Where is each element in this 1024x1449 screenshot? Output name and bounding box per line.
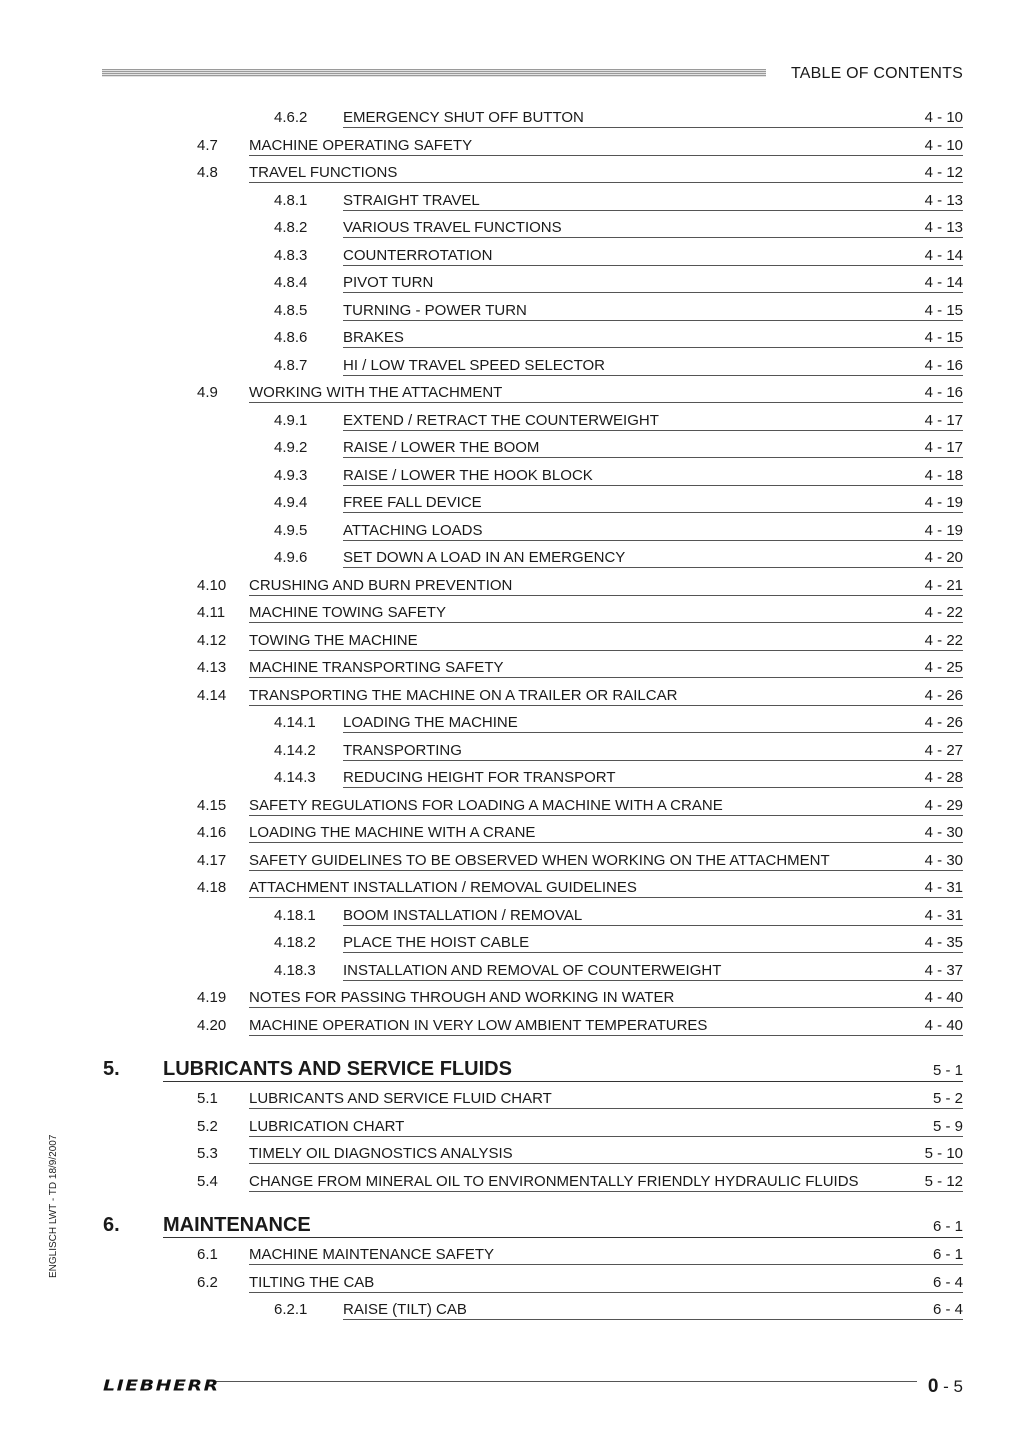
toc-row[interactable] (274, 273, 963, 293)
toc-section-title: PIVOT TURN (343, 274, 434, 291)
toc-section-title: LUBRICANTS AND SERVICE FLUID CHART (249, 1090, 552, 1107)
toc-page-ref: 4 - 12 (924, 164, 963, 181)
toc-section-title: LOADING THE MACHINE WITH A CRANE (249, 824, 536, 841)
toc-section-number: 4.18.1 (274, 906, 316, 924)
toc-section-title: RAISE / LOWER THE HOOK BLOCK (343, 466, 593, 484)
toc-row[interactable] (197, 1089, 963, 1109)
toc-section-number: 5.2 (197, 1117, 218, 1135)
toc-section-number: 4.18.2 (274, 934, 316, 951)
toc-section-number: 4.9.2 (274, 439, 308, 456)
toc-page-ref: 4 - 37 (924, 961, 963, 979)
toc-section-title: SAFETY GUIDELINES TO BE OBSERVED WHEN WORKING ON THE ATTACHMENT (249, 851, 830, 869)
toc-section-number: 6.1 (197, 1246, 218, 1263)
toc-section-number: 4.16 (197, 824, 227, 841)
toc-title-line (249, 163, 963, 183)
toc-row[interactable] (197, 851, 963, 871)
toc-section-title: MACHINE OPERATING SAFETY (249, 136, 473, 154)
toc-title-line (343, 548, 963, 568)
toc-page-ref: 4 - 26 (924, 714, 963, 731)
toc-section-title: MACHINE OPERATION IN VERY LOW AMBIENT TEMPERATURES (249, 1016, 708, 1034)
toc-section-title: BRAKES (343, 329, 404, 346)
toc-page-ref: 4 - 31 (924, 879, 963, 896)
toc-row[interactable] (197, 988, 963, 1008)
toc-title-line (249, 1016, 963, 1036)
toc-section-number: 4.8 (197, 164, 218, 181)
toc-row[interactable] (197, 1144, 963, 1164)
toc-page-ref: 4 - 16 (924, 356, 963, 374)
toc-section-title: BOOM INSTALLATION / REMOVAL (343, 906, 583, 924)
toc-title-line (343, 1300, 963, 1320)
toc-section-number: 4.18 (197, 879, 227, 896)
toc-page-ref: 4 - 28 (924, 769, 963, 786)
toc-section-number: 4.10 (197, 576, 227, 594)
toc-section-number: 4.14.2 (274, 741, 316, 759)
toc-section-title: TIMELY OIL DIAGNOSTICS ANALYSIS (249, 1145, 513, 1162)
toc-row[interactable] (197, 1016, 963, 1036)
toc-page-ref: 5 - 2 (932, 1090, 963, 1107)
toc-row[interactable] (197, 823, 963, 843)
toc-section-title: TRANSPORTING (343, 741, 462, 759)
toc-section-number: 4.8.5 (274, 301, 308, 319)
toc-page-ref: 4 - 30 (924, 851, 963, 869)
toc-row[interactable] (274, 521, 963, 541)
toc-row[interactable] (274, 1300, 963, 1320)
toc-section-title: SET DOWN A LOAD IN AN EMERGENCY (343, 549, 626, 566)
toc-page-ref: 5 - 9 (932, 1117, 963, 1135)
toc-title-line (343, 191, 963, 211)
toc-title-line (249, 383, 963, 403)
page-index: 5 (953, 1377, 963, 1396)
toc-title-line (249, 1245, 963, 1265)
toc-section-title: SAFETY REGULATIONS FOR LOADING A MACHINE WITH A CRANE (249, 796, 723, 814)
toc-title-line (249, 603, 963, 623)
toc-section-title: TOWING THE MACHINE (249, 631, 418, 649)
toc-page-ref: 4 - 21 (924, 576, 963, 594)
toc-section-number: 4.20 (197, 1016, 227, 1034)
toc-section-number: 4.17 (197, 851, 227, 869)
toc-title-line (249, 1172, 963, 1192)
toc-section-number: 4.11 (197, 604, 226, 621)
toc-page-ref: 4 - 14 (924, 274, 963, 291)
toc-page-ref: 4 - 10 (924, 109, 963, 126)
footer-rule (214, 1381, 917, 1382)
toc-title-line (343, 301, 963, 321)
toc-title-line (343, 356, 963, 376)
toc-title-line (249, 1144, 963, 1164)
page-number (928, 1376, 963, 1398)
toc-row[interactable] (197, 576, 963, 596)
toc-title-line (249, 796, 963, 816)
toc-section-number: 4.8.7 (274, 356, 308, 374)
toc-section-number: 4.9.5 (274, 521, 308, 539)
toc-section-number: 4.9.1 (274, 411, 308, 429)
toc-title-line (343, 741, 963, 761)
toc-page-ref: 4 - 13 (924, 219, 963, 236)
toc-page-ref: 6 - 1 (932, 1246, 963, 1263)
toc-page-ref: 5 - 12 (924, 1172, 963, 1190)
toc-section-number: 5.1 (197, 1090, 218, 1107)
toc-row[interactable] (197, 631, 963, 651)
toc-title-line (343, 108, 963, 128)
toc-page-ref: 4 - 20 (924, 549, 963, 566)
toc-section-title: ATTACHMENT INSTALLATION / REMOVAL GUIDELINES (249, 879, 637, 896)
toc-title-line (249, 658, 963, 678)
toc-page-ref: 6 - 4 (932, 1273, 963, 1291)
toc-row[interactable] (274, 411, 963, 431)
toc-title-line (343, 218, 963, 238)
toc-section-title: MACHINE TRANSPORTING SAFETY (249, 659, 504, 676)
toc-page-ref: 4 - 22 (924, 604, 963, 621)
toc-section-title: CHANGE FROM MINERAL OIL TO ENVIRONMENTALLY FRIENDLY HYDRAULIC FLUIDS (249, 1172, 859, 1190)
toc-title-line (249, 988, 963, 1008)
toc-page-ref: 4 - 35 (924, 934, 963, 951)
toc-row[interactable] (197, 136, 963, 156)
page-chapter: 0 (927, 1376, 939, 1397)
toc-title-line (343, 438, 963, 458)
toc-title-line (343, 961, 963, 981)
toc-title-line (249, 136, 963, 156)
toc-title-line (343, 246, 963, 266)
toc-title-line (343, 466, 963, 486)
toc-section-number: 4.12 (197, 631, 227, 649)
toc-section-number: 4.8.2 (274, 219, 308, 236)
toc-page-ref: 4 - 40 (924, 1016, 963, 1034)
toc-page-ref: 4 - 19 (924, 521, 963, 539)
toc-title-line (249, 1273, 963, 1293)
toc-section-number: 6.2 (197, 1273, 218, 1291)
toc-section-number: 4.15 (197, 796, 227, 814)
toc-section-number: 6.2.1 (274, 1301, 308, 1318)
toc-section-number: 4.13 (197, 659, 227, 676)
toc-row[interactable] (274, 218, 963, 238)
toc-page-ref: 4 - 22 (924, 631, 963, 649)
toc-title-line (249, 851, 963, 871)
toc-section-number: 5. (103, 1058, 120, 1080)
toc-page-ref: 4 - 27 (924, 741, 963, 759)
toc-row[interactable] (274, 328, 963, 348)
toc-section-title: TILTING THE CAB (249, 1273, 375, 1291)
toc-section-number: 4.8.1 (274, 191, 308, 209)
toc-section-title: EXTEND / RETRACT THE COUNTERWEIGHT (343, 411, 659, 429)
toc-title-line (163, 1212, 963, 1238)
toc-section-title: CRUSHING AND BURN PREVENTION (249, 576, 513, 594)
toc-row[interactable] (274, 356, 963, 376)
toc-section-title: MACHINE MAINTENANCE SAFETY (249, 1246, 495, 1263)
toc-row[interactable] (274, 548, 963, 568)
toc-title-line (343, 906, 963, 926)
toc-section-title: MAINTENANCE (163, 1214, 311, 1236)
toc-title-line (163, 1056, 963, 1082)
page-separator: - (938, 1377, 954, 1396)
toc-row[interactable] (274, 301, 963, 321)
toc-title-line (343, 521, 963, 541)
toc-row[interactable] (274, 961, 963, 981)
toc-row[interactable] (274, 108, 963, 128)
toc-section-title: EMERGENCY SHUT OFF BUTTON (343, 109, 584, 126)
toc-section-title: NOTES FOR PASSING THROUGH AND WORKING IN WATER (249, 989, 675, 1006)
toc-row[interactable] (197, 1245, 963, 1265)
toc-section-number: 4.9 (197, 384, 218, 401)
toc-section-title: MACHINE TOWING SAFETY (249, 604, 446, 621)
toc-section-title: RAISE (TILT) CAB (343, 1301, 467, 1318)
toc-section-number: 4.9.6 (274, 549, 308, 566)
toc-title-line (249, 878, 963, 898)
toc-title-line (343, 493, 963, 513)
toc-row[interactable] (274, 768, 963, 788)
toc-row[interactable] (197, 163, 963, 183)
toc-title-line (249, 576, 963, 596)
toc-section-number: 4.18.3 (274, 961, 316, 979)
toc-chapter-row[interactable] (103, 1212, 963, 1238)
toc-section-title: HI / LOW TRAVEL SPEED SELECTOR (343, 356, 606, 374)
toc-page-ref: 4 - 40 (924, 989, 963, 1006)
toc-row[interactable] (197, 658, 963, 678)
toc-section-number: 4.8.6 (274, 329, 308, 346)
toc-row[interactable] (197, 878, 963, 898)
toc-section-title: REDUCING HEIGHT FOR TRANSPORT (343, 769, 616, 786)
toc-section-number: 4.9.3 (274, 466, 308, 484)
toc-page-ref: 6 - 4 (932, 1301, 963, 1318)
toc-page-ref: 4 - 30 (924, 824, 963, 841)
toc-section-title: LOADING THE MACHINE (343, 714, 518, 731)
toc-title-line (249, 823, 963, 843)
toc-section-number: 4.7 (197, 136, 218, 154)
toc-section-title: LUBRICANTS AND SERVICE FLUIDS (163, 1058, 512, 1080)
toc-row[interactable] (197, 1273, 963, 1293)
toc-section-title: COUNTERROTATION (343, 246, 493, 264)
toc-page-ref: 4 - 13 (924, 191, 963, 209)
toc-page-ref: 4 - 29 (924, 796, 963, 814)
toc-row[interactable] (197, 1172, 963, 1192)
toc-page-ref: 4 - 31 (924, 906, 963, 924)
toc-title-line (343, 768, 963, 788)
toc-section-title: TURNING - POWER TURN (343, 301, 527, 319)
toc-title-line (249, 631, 963, 651)
toc-page-ref: 4 - 17 (924, 411, 963, 429)
toc-section-title: TRAVEL FUNCTIONS (249, 164, 398, 181)
toc-title-line (343, 411, 963, 431)
toc-title-line (343, 933, 963, 953)
toc-title-line (249, 1117, 963, 1137)
toc-section-title: VARIOUS TRAVEL FUNCTIONS (343, 219, 562, 236)
toc-title-line (249, 686, 963, 706)
toc-section-title: PLACE THE HOIST CABLE (343, 934, 530, 951)
toc-page-ref: 4 - 16 (924, 384, 963, 401)
toc-section-number: 4.14 (197, 686, 227, 704)
toc-section-title: LUBRICATION CHART (249, 1117, 405, 1135)
toc-section-title: INSTALLATION AND REMOVAL OF COUNTERWEIGHT (343, 961, 722, 979)
toc-row[interactable] (197, 686, 963, 706)
toc-section-number: 4.9.4 (274, 494, 308, 511)
toc-section-number: 5.4 (197, 1172, 218, 1190)
side-revision-text: ENGLISCH LWT - TD 18/9/2007 (48, 1134, 59, 1278)
toc-chapter-row[interactable] (103, 1056, 963, 1082)
toc-row[interactable] (274, 713, 963, 733)
toc-row[interactable] (274, 438, 963, 458)
toc-page-ref: 4 - 14 (924, 246, 963, 264)
toc-row[interactable] (197, 603, 963, 623)
toc-row[interactable] (197, 1117, 963, 1137)
toc-page-ref: 4 - 19 (924, 494, 963, 511)
toc-page-ref: 5 - 10 (924, 1145, 963, 1162)
header-rule (102, 69, 766, 77)
toc-row[interactable] (274, 493, 963, 513)
toc-title-line (249, 1089, 963, 1109)
toc-row[interactable] (274, 906, 963, 926)
toc-page-ref: 4 - 15 (924, 329, 963, 346)
toc-section-number: 4.19 (197, 989, 227, 1006)
toc-section-number: 5.3 (197, 1145, 218, 1162)
liebherr-logo: LIEBHERR (103, 1377, 220, 1395)
toc-row[interactable] (197, 796, 963, 816)
toc-page-ref: 5 - 1 (932, 1062, 963, 1079)
toc-section-number: 4.6.2 (274, 109, 308, 126)
toc-section-title: TRANSPORTING THE MACHINE ON A TRAILER OR RAILCAR (249, 686, 678, 704)
toc-section-title: WORKING WITH THE ATTACHMENT (249, 384, 503, 401)
toc-row[interactable] (274, 191, 963, 211)
toc-section-number: 4.8.3 (274, 246, 308, 264)
toc-section-number: 4.14.3 (274, 769, 316, 786)
toc-section-title: ATTACHING LOADS (343, 521, 483, 539)
toc-section-number: 4.8.4 (274, 274, 308, 291)
toc-row[interactable] (197, 383, 963, 403)
toc-row[interactable] (274, 741, 963, 761)
toc-title-line (343, 273, 963, 293)
toc-section-title: FREE FALL DEVICE (343, 494, 482, 511)
toc-page-ref: 4 - 17 (924, 439, 963, 456)
toc-row[interactable] (274, 246, 963, 266)
toc-page-ref: 4 - 26 (924, 686, 963, 704)
toc-title-line (343, 713, 963, 733)
toc-title-line (343, 328, 963, 348)
toc-page-ref: 4 - 15 (924, 301, 963, 319)
toc-page-ref: 4 - 25 (924, 659, 963, 676)
toc-section-title: STRAIGHT TRAVEL (343, 191, 480, 209)
toc-row[interactable] (274, 466, 963, 486)
toc-section-number: 4.14.1 (274, 714, 316, 731)
toc-section-title: RAISE / LOWER THE BOOM (343, 439, 540, 456)
toc-row[interactable] (274, 933, 963, 953)
toc-page-ref: 4 - 10 (924, 136, 963, 154)
page-title: TABLE OF CONTENTS (790, 65, 963, 82)
toc-section-number: 6. (103, 1214, 120, 1236)
toc-page-ref: 6 - 1 (932, 1218, 963, 1235)
toc-page-ref: 4 - 18 (924, 466, 963, 484)
